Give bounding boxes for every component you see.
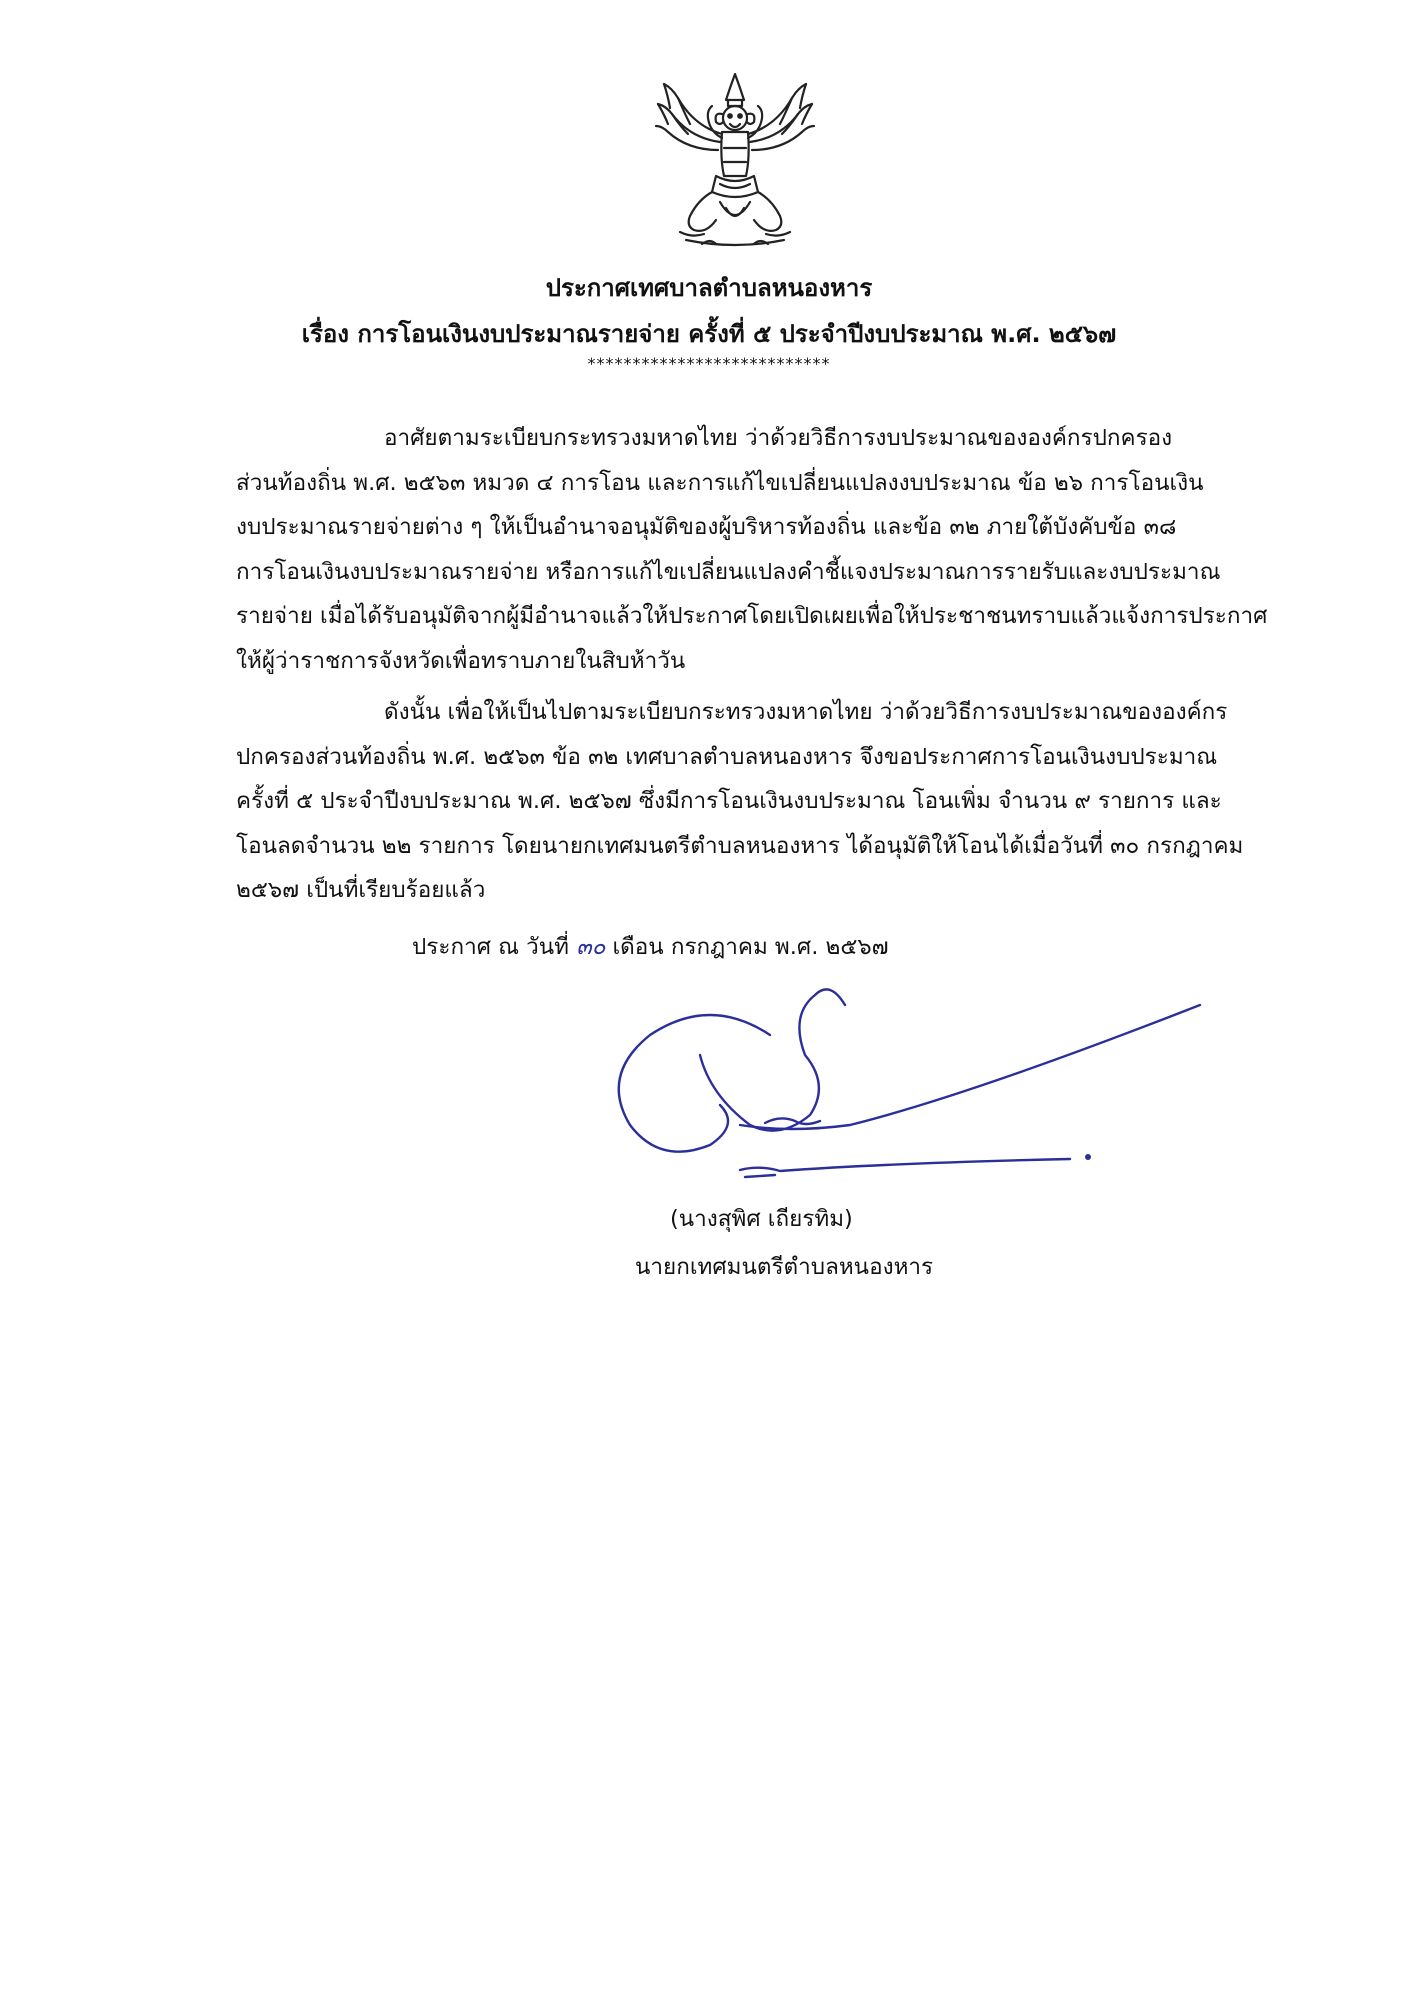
paragraph-line: ๒๕๖๗ เป็นที่เรียบร้อยแล้ว — [236, 877, 486, 903]
paragraph-line: รายจ่าย เมื่อได้รับอนุมัติจากผู้มีอำนาจแล้วให้ประกาศโดยเปิดเผยเพื่อให้ประชาชนทราบแล้วแจ้งการประกาศ — [236, 603, 1268, 629]
paragraph-line: การโอนเงินงบประมาณรายจ่าย หรือการแก้ไขเปลี่ยนแปลงคำชี้แจงประมาณการรายรับและงบประมาณ — [236, 558, 1221, 585]
paragraph-line: งบประมาณรายจ่ายต่าง ๆ ให้เป็นอำนาจอนุมัติของผู้บริหารท้องถิ่น และข้อ ๓๒ ภายใต้บังคับข้อ ๓๘ — [236, 514, 1177, 540]
garuda-emblem-icon — [650, 68, 820, 250]
separator-line: *************************** — [587, 354, 831, 373]
announcement-date — [412, 928, 889, 964]
signer-name: (นางสุพิศ เถียรทิม) — [670, 1206, 853, 1232]
document-title: ประกาศเทศบาลตำบลหนองหาร — [545, 274, 873, 302]
paragraph-announcement — [236, 690, 1244, 913]
paragraph-line: ดังนั้น เพื่อให้เป็นไปตามระเบียบกระทรวงมหาดไทย ว่าด้วยวิธีการงบประมาณขององค์กร — [384, 699, 1228, 725]
paragraph-line: อาศัยตามระเบียบกระทรวงมหาดไทย ว่าด้วยวิธีการงบประมาณขององค์กรปกครอง — [384, 425, 1173, 451]
date-prefix: ประกาศ ณ วันที่ — [412, 934, 570, 960]
paragraph-line: ครั้งที่ ๕ ประจำปีงบประมาณ พ.ศ. ๒๕๖๗ ซึ่งมีการโอนเงินงบประมาณ โอนเพิ่ม จำนวน ๙ รายการ และ — [236, 788, 1222, 814]
handwritten-signature — [590, 975, 1210, 1195]
date-day-handwritten: ๓๐ — [576, 934, 606, 960]
document-subject: เรื่อง การโอนเงินงบประมาณรายจ่าย ครั้งที่ ๕ ประจำปีงบประมาณ พ.ศ. ๒๕๖๗ — [301, 320, 1117, 348]
paragraph-line: โอนลดจำนวน ๒๒ รายการ โดยนายกเทศมนตรีตำบลหนองหาร ได้อนุมัติให้โอนได้เมื่อวันที่ ๓๐ กรกฎาคม — [236, 832, 1244, 859]
paragraph-line: ส่วนท้องถิ่น พ.ศ. ๒๕๖๓ หมวด ๔ การโอน และการแก้ไขเปลี่ยนแปลงงบประมาณ ข้อ ๒๖ การโอนเงิน — [236, 469, 1204, 496]
paragraph-line: ปกครองส่วนท้องถิ่น พ.ศ. ๒๕๖๓ ข้อ ๓๒ เทศบาลตำบลหนองหาร จึงขอประกาศการโอนเงินงบประมาณ — [236, 743, 1218, 770]
date-suffix: เดือน กรกฎาคม พ.ศ. ๒๕๖๗ — [612, 934, 889, 960]
paragraph-legal-basis — [236, 416, 1268, 683]
paragraph-line: ให้ผู้ว่าราชการจังหวัดเพื่อทราบภายในสิบห้าวัน — [236, 647, 686, 674]
signer-position: นายกเทศมนตรีตำบลหนองหาร — [635, 1254, 934, 1280]
